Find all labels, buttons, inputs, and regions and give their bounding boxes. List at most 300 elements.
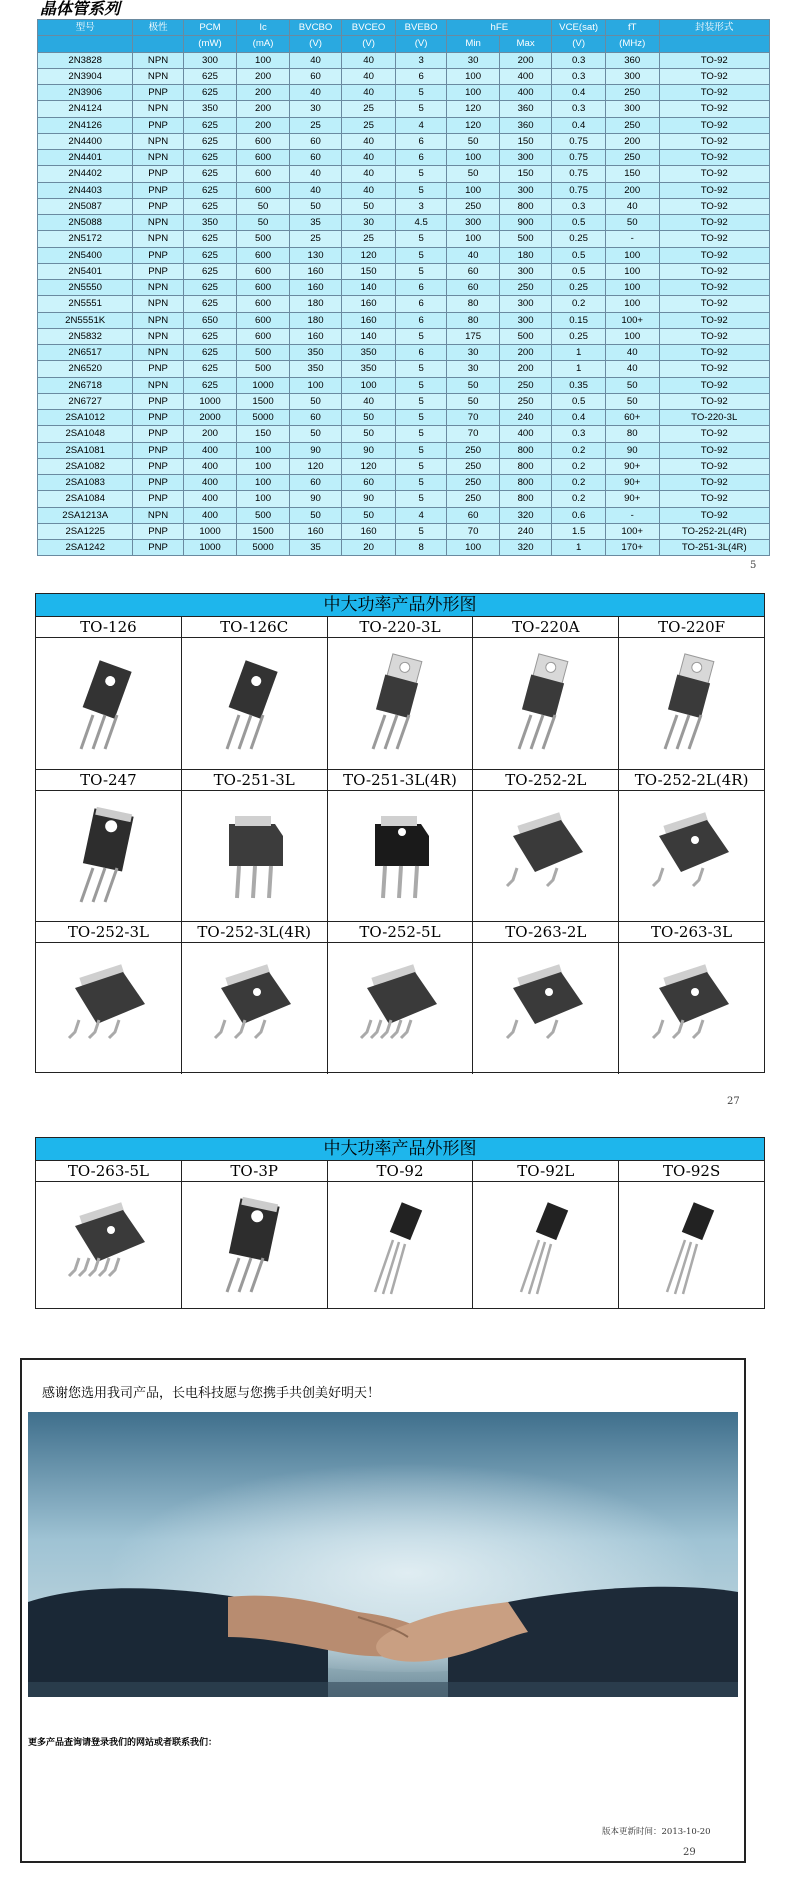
package-image — [328, 943, 473, 1074]
table-cell: 625 — [183, 85, 237, 101]
table-cell: 90 — [605, 442, 659, 458]
package-cell — [36, 1161, 182, 1309]
table-cell: TO-92 — [659, 247, 770, 263]
table-cell: NPN — [133, 52, 183, 68]
table-cell: TO-92 — [659, 133, 770, 149]
table-cell: 200 — [237, 117, 290, 133]
table-cell: 0.5 — [552, 263, 606, 279]
table-cell: 350 — [289, 361, 342, 377]
table-cell: TO-92 — [659, 85, 770, 101]
table-cell: 500 — [237, 345, 290, 361]
table-cell: 0.2 — [552, 491, 606, 507]
package-image — [36, 791, 181, 922]
table-cell: 60+ — [605, 410, 659, 426]
table-cell: 30 — [447, 345, 500, 361]
table-cell: 400 — [499, 85, 552, 101]
table-cell: 100 — [237, 491, 290, 507]
table-row — [38, 507, 770, 523]
table-cell: 150 — [342, 263, 396, 279]
package-name: TO-92 — [328, 1161, 473, 1182]
table-cell: 100 — [447, 68, 500, 84]
table-cell: 160 — [342, 296, 396, 312]
table-cell: NPN — [133, 68, 183, 84]
table-cell: 600 — [237, 312, 290, 328]
table-row — [38, 166, 770, 182]
table-cell: NPN — [133, 312, 183, 328]
table-cell: 200 — [605, 182, 659, 198]
table-cell: 25 — [289, 117, 342, 133]
table-cell: 2N5832 — [38, 328, 133, 344]
table-cell: 0.6 — [552, 507, 606, 523]
table-cell: 0.5 — [552, 215, 606, 231]
column-header: 极性 — [133, 20, 183, 36]
table-cell: 90 — [342, 491, 396, 507]
table-cell: 500 — [237, 507, 290, 523]
table-row — [38, 198, 770, 214]
table-cell: 0.35 — [552, 377, 606, 393]
table-cell: 50 — [289, 426, 342, 442]
table-cell: 50 — [447, 166, 500, 182]
table-cell: 4.5 — [395, 215, 446, 231]
table-row — [38, 215, 770, 231]
table-cell: 0.5 — [552, 247, 606, 263]
table-cell: PNP — [133, 491, 183, 507]
table-cell: 2N5400 — [38, 247, 133, 263]
table-cell: 4 — [395, 507, 446, 523]
column-header: BVEBO — [395, 20, 446, 36]
package-outline-panel-1 — [35, 593, 765, 1073]
package-cell — [182, 617, 328, 769]
table-cell: 40 — [289, 182, 342, 198]
table-cell: 6 — [395, 312, 446, 328]
package-image — [473, 638, 618, 769]
package-cell — [36, 770, 182, 922]
table-cell: 140 — [342, 328, 396, 344]
table-row — [38, 150, 770, 166]
column-unit — [133, 36, 183, 52]
package-name: TO-252-2L(4R) — [619, 770, 764, 791]
table-row — [38, 117, 770, 133]
table-cell: TO-92 — [659, 68, 770, 84]
table-cell: TO-92 — [659, 345, 770, 361]
table-cell: TO-92 — [659, 101, 770, 117]
table-cell: 250 — [447, 458, 500, 474]
table-cell: 400 — [183, 458, 237, 474]
table-cell: NPN — [133, 328, 183, 344]
column-unit: Min — [447, 36, 500, 52]
table-cell: TO-92 — [659, 198, 770, 214]
table-cell: 8 — [395, 540, 446, 556]
table-cell: 2N4403 — [38, 182, 133, 198]
table-cell: 40 — [342, 68, 396, 84]
table-cell: 5 — [395, 475, 446, 491]
table-cell: 160 — [342, 523, 396, 539]
table-cell: 25 — [342, 231, 396, 247]
table-cell: 90+ — [605, 458, 659, 474]
table-cell: 200 — [605, 133, 659, 149]
table-cell: TO-92 — [659, 215, 770, 231]
table-cell: NPN — [133, 345, 183, 361]
column-unit: (V) — [342, 36, 396, 52]
table-cell: 35 — [289, 540, 342, 556]
table-cell: 200 — [237, 101, 290, 117]
table-cell: 100 — [237, 52, 290, 68]
table-cell: TO-92 — [659, 377, 770, 393]
package-row — [36, 770, 764, 923]
table-cell: 5 — [395, 263, 446, 279]
package-name: TO-252-3L(4R) — [182, 922, 327, 943]
table-cell: PNP — [133, 393, 183, 409]
table-cell: 30 — [447, 52, 500, 68]
table-cell: 625 — [183, 166, 237, 182]
table-cell: 60 — [289, 475, 342, 491]
table-cell: 2SA1083 — [38, 475, 133, 491]
table-cell: 5 — [395, 393, 446, 409]
table-cell: 60 — [447, 280, 500, 296]
table-cell: 5 — [395, 166, 446, 182]
table-cell: 300 — [447, 215, 500, 231]
table-cell: 100 — [605, 263, 659, 279]
table-cell: 160 — [289, 263, 342, 279]
table-cell: 2SA1213A — [38, 507, 133, 523]
table-cell: 350 — [342, 345, 396, 361]
table-cell: 625 — [183, 345, 237, 361]
table-cell: 625 — [183, 296, 237, 312]
table-row — [38, 523, 770, 539]
table-cell: 70 — [447, 410, 500, 426]
table-cell: TO-92 — [659, 150, 770, 166]
table-cell: 2N5551K — [38, 312, 133, 328]
table-cell: NPN — [133, 215, 183, 231]
column-unit: (mA) — [237, 36, 290, 52]
table-unit-row — [38, 36, 770, 52]
table-cell: 4 — [395, 117, 446, 133]
column-header: 型号 — [38, 20, 133, 36]
table-cell: 70 — [447, 523, 500, 539]
table-cell: 60 — [289, 133, 342, 149]
table-cell: PNP — [133, 198, 183, 214]
package-image — [619, 1182, 764, 1309]
column-unit: (V) — [395, 36, 446, 52]
table-cell: 600 — [237, 182, 290, 198]
table-cell: 0.2 — [552, 442, 606, 458]
table-cell: 625 — [183, 328, 237, 344]
table-cell: 50 — [342, 410, 396, 426]
column-unit — [38, 36, 133, 52]
table-cell: 400 — [499, 426, 552, 442]
package-image — [36, 638, 181, 769]
table-cell: 0.4 — [552, 117, 606, 133]
table-cell: PNP — [133, 117, 183, 133]
table-cell: 160 — [289, 523, 342, 539]
package-image — [473, 1182, 618, 1309]
table-cell: 100 — [605, 328, 659, 344]
table-cell: 200 — [183, 426, 237, 442]
column-header: VCE(sat) — [552, 20, 606, 36]
table-cell: 3 — [395, 52, 446, 68]
table-cell: TO-92 — [659, 296, 770, 312]
package-cell — [473, 617, 619, 769]
table-cell: 625 — [183, 263, 237, 279]
package-name: TO-263-2L — [473, 922, 618, 943]
table-cell: 1.5 — [552, 523, 606, 539]
table-row — [38, 491, 770, 507]
package-image — [182, 791, 327, 922]
package-name: TO-251-3L(4R) — [328, 770, 473, 791]
table-cell: 600 — [237, 296, 290, 312]
table-cell: 2N4124 — [38, 101, 133, 117]
table-cell: 150 — [499, 133, 552, 149]
package-cell — [619, 1161, 764, 1309]
table-cell: 600 — [237, 150, 290, 166]
table-cell: 100 — [605, 280, 659, 296]
table-cell: TO-92 — [659, 263, 770, 279]
table-cell: 150 — [499, 166, 552, 182]
table-cell: 0.4 — [552, 85, 606, 101]
table-cell: 0.75 — [552, 133, 606, 149]
table-cell: 500 — [237, 361, 290, 377]
table-cell: 0.2 — [552, 296, 606, 312]
table-cell: 0.25 — [552, 280, 606, 296]
table-cell: TO-92 — [659, 475, 770, 491]
table-cell: 50 — [342, 198, 396, 214]
table-cell: 1000 — [237, 377, 290, 393]
table-row — [38, 182, 770, 198]
table-cell: 2SA1082 — [38, 458, 133, 474]
table-cell: TO-92 — [659, 166, 770, 182]
table-cell: 0.25 — [552, 328, 606, 344]
table-cell: 200 — [499, 52, 552, 68]
package-cell — [182, 770, 328, 922]
table-cell: 6 — [395, 68, 446, 84]
table-cell: TO-92 — [659, 426, 770, 442]
table-cell: 6 — [395, 150, 446, 166]
package-cell — [36, 617, 182, 769]
column-header: hFE — [447, 20, 552, 36]
table-cell: 2N4401 — [38, 150, 133, 166]
table-cell: 250 — [605, 117, 659, 133]
table-cell: TO-92 — [659, 507, 770, 523]
table-cell: 170+ — [605, 540, 659, 556]
table-cell: 5000 — [237, 410, 290, 426]
table-cell: 50 — [605, 215, 659, 231]
table-cell: 625 — [183, 150, 237, 166]
package-name: TO-252-5L — [328, 922, 473, 943]
table-cell: 0.3 — [552, 198, 606, 214]
package-name: TO-263-3L — [619, 922, 764, 943]
table-cell: 0.3 — [552, 68, 606, 84]
table-cell: 2N5087 — [38, 198, 133, 214]
table-cell: 600 — [237, 263, 290, 279]
table-row — [38, 458, 770, 474]
page-number: 29 — [683, 1847, 696, 1858]
table-cell: PNP — [133, 361, 183, 377]
table-cell: 2SA1225 — [38, 523, 133, 539]
package-image — [619, 943, 764, 1074]
table-cell: 2SA1081 — [38, 442, 133, 458]
table-row — [38, 312, 770, 328]
table-cell: TO-92 — [659, 312, 770, 328]
package-name: TO-263-5L — [36, 1161, 181, 1182]
table-cell: 350 — [289, 345, 342, 361]
table-cell: 150 — [237, 426, 290, 442]
table-cell: 40 — [342, 85, 396, 101]
table-cell: 2N6520 — [38, 361, 133, 377]
package-image — [619, 638, 764, 769]
table-cell: - — [605, 507, 659, 523]
table-cell: 800 — [499, 491, 552, 507]
table-cell: 100 — [447, 150, 500, 166]
table-cell: 350 — [183, 101, 237, 117]
table-cell: 50 — [605, 377, 659, 393]
table-cell: 500 — [499, 328, 552, 344]
table-cell: PNP — [133, 426, 183, 442]
package-name: TO-220-3L — [328, 617, 473, 638]
package-cell — [328, 770, 474, 922]
table-cell: 50 — [237, 215, 290, 231]
table-cell: 60 — [289, 150, 342, 166]
package-cell — [619, 770, 764, 922]
package-image — [473, 943, 618, 1074]
table-cell: 80 — [605, 426, 659, 442]
table-cell: 90+ — [605, 491, 659, 507]
table-cell: 100 — [237, 475, 290, 491]
table-cell: 2SA1242 — [38, 540, 133, 556]
column-unit: (V) — [552, 36, 606, 52]
table-cell: 50 — [289, 507, 342, 523]
package-image — [36, 943, 181, 1074]
table-cell: 5 — [395, 426, 446, 442]
table-cell: 5 — [395, 377, 446, 393]
package-name: TO-92L — [473, 1161, 618, 1182]
table-cell: 3 — [395, 198, 446, 214]
table-row — [38, 231, 770, 247]
table-cell: TO-92 — [659, 117, 770, 133]
package-panel-title: 中大功率产品外形图 — [36, 1138, 764, 1161]
table-cell: 240 — [499, 523, 552, 539]
table-cell: TO-92 — [659, 231, 770, 247]
table-cell: 35 — [289, 215, 342, 231]
handshake-image — [28, 1412, 738, 1697]
column-unit: Max — [499, 36, 552, 52]
table-cell: 50 — [237, 198, 290, 214]
table-cell: 400 — [183, 507, 237, 523]
table-cell: 400 — [183, 475, 237, 491]
table-cell: 300 — [605, 68, 659, 84]
table-cell: 800 — [499, 458, 552, 474]
package-cell — [328, 1161, 474, 1309]
table-row — [38, 247, 770, 263]
table-cell: NPN — [133, 296, 183, 312]
table-row — [38, 328, 770, 344]
table-cell: 6 — [395, 345, 446, 361]
package-name: TO-247 — [36, 770, 181, 791]
table-cell: 5 — [395, 85, 446, 101]
table-cell: 1500 — [237, 393, 290, 409]
table-cell: 100 — [447, 540, 500, 556]
table-cell: TO-92 — [659, 393, 770, 409]
contact-note: 更多产品查询请登录我们的网站或者联系我们： — [28, 1738, 218, 1748]
table-cell: 0.3 — [552, 101, 606, 117]
table-row — [38, 133, 770, 149]
table-cell: 0.3 — [552, 426, 606, 442]
table-cell: 25 — [342, 101, 396, 117]
table-cell: TO-92 — [659, 52, 770, 68]
table-cell: 40 — [342, 52, 396, 68]
table-cell: - — [605, 231, 659, 247]
table-cell: 0.5 — [552, 393, 606, 409]
table-cell: 600 — [237, 247, 290, 263]
column-unit: (V) — [289, 36, 342, 52]
table-row — [38, 540, 770, 556]
package-cell — [473, 1161, 619, 1309]
thanks-message: 感谢您选用我司产品，长电科技愿与您携手共创美好明天！ — [42, 1386, 381, 1401]
package-row — [36, 617, 764, 770]
column-header: fT — [605, 20, 659, 36]
table-cell: PNP — [133, 410, 183, 426]
table-cell: 50 — [447, 377, 500, 393]
table-row — [38, 52, 770, 68]
table-cell: 250 — [605, 85, 659, 101]
table-cell: 6 — [395, 133, 446, 149]
column-unit: (MHz) — [605, 36, 659, 52]
table-cell: 625 — [183, 247, 237, 263]
table-cell: 80 — [447, 296, 500, 312]
table-cell: NPN — [133, 280, 183, 296]
table-cell: 180 — [289, 296, 342, 312]
package-image — [619, 791, 764, 922]
table-cell: TO-92 — [659, 280, 770, 296]
table-cell: 5 — [395, 231, 446, 247]
table-cell: 2N4400 — [38, 133, 133, 149]
table-cell: 2SA1012 — [38, 410, 133, 426]
table-cell: 320 — [499, 507, 552, 523]
table-cell: 625 — [183, 117, 237, 133]
table-cell: 120 — [289, 458, 342, 474]
table-cell: 2N5550 — [38, 280, 133, 296]
table-cell: 650 — [183, 312, 237, 328]
table-cell: 40 — [289, 85, 342, 101]
table-cell: 100 — [605, 247, 659, 263]
table-cell: 1 — [552, 345, 606, 361]
table-cell: 175 — [447, 328, 500, 344]
table-cell: 60 — [447, 263, 500, 279]
package-name: TO-251-3L — [182, 770, 327, 791]
package-panel-title: 中大功率产品外形图 — [36, 594, 764, 617]
table-cell: 160 — [289, 280, 342, 296]
table-cell: 625 — [183, 198, 237, 214]
table-cell: 80 — [447, 312, 500, 328]
table-cell: 2N4126 — [38, 117, 133, 133]
column-header: Ic — [237, 20, 290, 36]
table-cell: 625 — [183, 377, 237, 393]
table-cell: 350 — [183, 215, 237, 231]
table-cell: 130 — [289, 247, 342, 263]
package-name: TO-3P — [182, 1161, 327, 1182]
table-cell: TO-92 — [659, 328, 770, 344]
table-cell: 0.15 — [552, 312, 606, 328]
table-cell: 100 — [605, 296, 659, 312]
table-cell: 250 — [447, 475, 500, 491]
table-cell: 300 — [605, 101, 659, 117]
table-cell: 600 — [237, 280, 290, 296]
table-cell: 625 — [183, 361, 237, 377]
package-name: TO-252-2L — [473, 770, 618, 791]
table-cell: 2N5551 — [38, 296, 133, 312]
table-cell: NPN — [133, 231, 183, 247]
package-cell — [473, 922, 619, 1074]
table-cell: 200 — [499, 361, 552, 377]
